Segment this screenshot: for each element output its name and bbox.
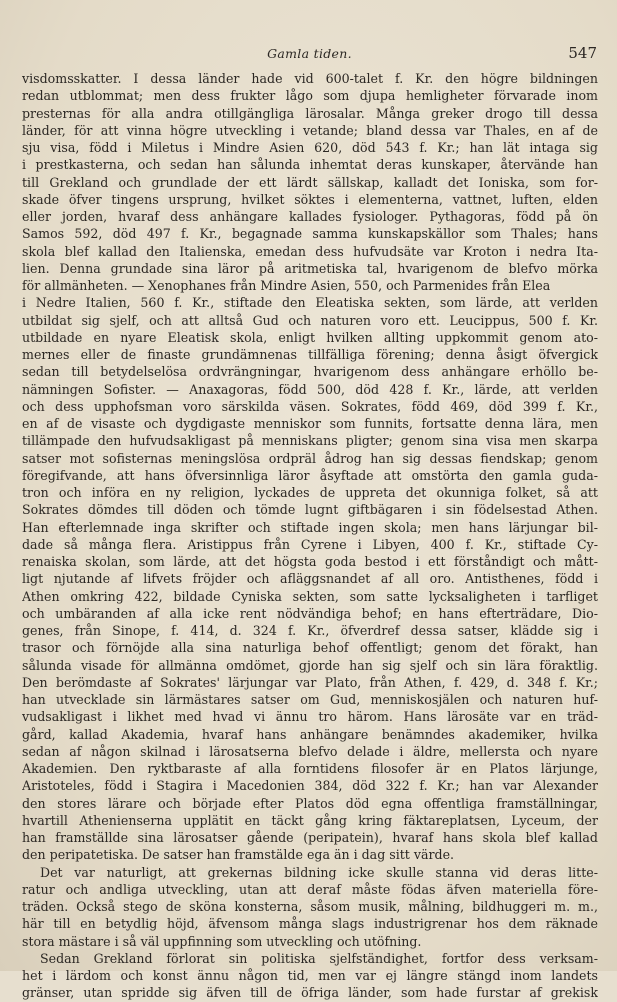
text-line: lien. Denna grundade sina läror på aritmetiska tal, hvarigenom de blefvo mörka [22,260,598,276]
text-line: i prestkasterna, och sedan han sålunda inhemtat deras kunskaper, återvände han [22,157,598,173]
text-line: nämningen Sofister. — Anaxagoras, född 500, död 428 f. Kr., lärde, att verlden [22,381,598,397]
text-line: sedan till betydelselösa ordvrängningar, hvarigenom dess anhängare erhöllo be- [22,364,598,380]
text-line: Sokrates dömdes till döden och tömde lugnt giftbägaren i sin födelsestad Athen. [22,502,598,518]
text-line: tillämpade den hufvudsakligast på menniskans pligter; genom sina visa men skarpa [22,433,598,449]
text-line: mernes eller de finaste grundämnenas tillfälliga förening; denna åsigt öfvergick [22,347,598,362]
text-line: gård, kallad Akademia, hvaraf hans anhängare benämndes akademiker, hvilka [22,726,598,742]
text-line: den stores lärare och började efter Platos död egna offentliga framställningar, [22,795,598,811]
text-line: redan utblommat; men dess frukter lågo som djupa hemligheter förvarade inom [22,88,598,104]
text-line: tron och införa en ny religion, lyckades de uppreta det okunniga folket, så att [22,485,598,500]
text-line: utbildade en nyare Eleatisk skola, enligt hvilken allting uppkommit genom ato- [22,329,598,345]
text-line: skola blef kallad den Italienska, emedan dess hufvudsäte var Kroton i nedra Ita- [22,243,598,259]
text-line: han framställde sina lärosatser gående (peripatein), hvaraf hans skola blef kallad [22,830,598,845]
text-line: ligt njutande af lifvets fröjder och afläggsnandet af all oro. Antisthenes, född i [22,571,598,587]
text-line: trasor och förnöjde alla sina naturliga behof offentligt; genom det förakt, han [22,640,598,656]
text-line: het i lärdom och konst ännu någon tid, men var ej längre stängd inom landets [22,968,598,983]
text-line: genes, från Sinope, f. 414, d. 324 f. Kr., öfverdref dessa satser, klädde sig i [22,623,598,638]
text-line: och dess upphofsman voro särskilda väsen. Sokrates, född 469, död 399 f. Kr., [22,398,598,414]
running-title: Gamla tiden. [267,46,352,61]
text-line: vudsakligast i likhet med hvad vi ännu tro härom. Hans lärosäte var en träd- [22,709,598,725]
text-line: Akademien. Den ryktbaraste af alla forntidens filosofer är en Platos lärjunge, [22,761,598,776]
text-line: utbildat sig sjelf, och att alltså Gud och naturen voro ett. Leucippus, 500 f. Kr. [22,312,598,328]
text-line: här till en betydlig höjd, äfvensom många slags industrigrenar hos dem räknade [22,916,598,932]
text-line: den peripatetiska. De satser han framstälde ega än i dag sitt värde. [22,847,455,863]
page-header [22,44,597,66]
text-line: skade öfver tingens ursprung, hvilket söktes i elementerna, vattnet, luften, elden [22,191,598,207]
text-line: han utvecklade sin lärmästares satser om Gud, menniskosjälen och naturen huf- [22,692,598,707]
text-line: renaiska skolan, som lärde, att det högsta goda bestod i ett förståndigt och mått- [22,554,598,569]
text-line: sju visa, född i Miletus i Mindre Asien 620, död 543 f. Kr.; han lät intaga sig [22,140,598,155]
text-line: Den berömdaste af Sokrates' lärjungar var Plato, från Athen, f. 429, d. 348 f. Kr.; [22,674,598,690]
text-line: presternas för alla andra otillgängliga lärosalar. Många greker drogo till dessa [22,105,598,121]
text-line: eller jorden, hvaraf dess anhängare kallades fysiologer. Pythagoras, född på ön [22,209,598,224]
text-line: Det var naturligt, att grekernas bildning icke skulle stanna vid deras litte- [40,864,598,880]
text-line: i Nedre Italien, 560 f. Kr., stiftade den Eleatiska sekten, som lärde, att verlden [22,295,598,311]
text-line: visdomsskatter. I dessa länder hade vid 600-talet f. Kr. den högre bildningen [22,71,598,86]
text-line: dade så många flera. Aristippus från Cyrene i Libyen, 400 f. Kr., stiftade Cy- [22,536,598,552]
text-line: gränser, utan spridde sig äfven till de öfriga länder, som hade furstar af grekisk [22,985,598,1001]
text-line: föregifvande, att hans öfversinnliga läror åsyftade att omstörta den gamla guda- [22,467,598,483]
text-line: sålunda visade för allmänna omdömet, gjorde han sig sjelf och sin lära föraktlig. [22,657,598,673]
text-line: Athen omkring 422, bildade Cyniska sekten, som satte lycksaligheten i tarfliget [22,588,598,604]
text-line: Aristoteles, född i Stagira i Macedonien 384, död 322 f. Kr.; han var Alexander [22,778,598,794]
text-line: satser mot sofisternas meningslösa ordpräl ådrog han sig dessas fiendskap; genom [22,450,598,466]
text-line: sedan af någon skilnad i lärosatserna blefvo delade i äldre, mellersta och nyare [22,743,598,759]
text-line: Han efterlemnade inga skrifter och stiftade ingen skola; men hans lärjungar bil- [22,519,598,535]
text-line: träden. Också stego de sköna konsterna, såsom musik, målning, bildhuggeri m. m., [22,899,598,914]
text-line: Sedan Grekland förlorat sin politiska sjelfständighet, fortfor dess verksam- [40,950,598,966]
text-line: Samos 592, död 497 f. Kr., begagnade samma kunskapskällor som Thales; hans [22,226,598,242]
text-line: stora mästare i så väl uppfinning som utveckling och utöfning. [22,933,422,949]
text-line: och umbäranden af alla icke rent nödvändiga behof; en hans efterträdare, Dio- [22,605,598,621]
text-line: länder, för att vinna högre utveckling i vetande; bland dessa var Thales, en af de [22,122,598,138]
text-line: en af de visaste och dygdigaste menniskor som funnits, fortsatte denna lära, men [22,416,598,431]
body-text [22,70,598,1002]
text-line: till Grekland och grundlade der ett lärdt sällskap, kalladt det Ioniska, som for- [22,174,598,190]
text-line: ratur och andliga utveckling, utan att deraf måste födas äfven materiella före- [22,881,598,897]
text-line: hvartill Athenienserna upplätit en täckt gång kring fäktareplatsen, Lyceum, der [22,812,598,828]
page-number: 547 [568,44,597,62]
text-line: för allmänheten. — Xenophanes från Mindre Asien, 550, och Parmenides från Elea [22,278,551,293]
